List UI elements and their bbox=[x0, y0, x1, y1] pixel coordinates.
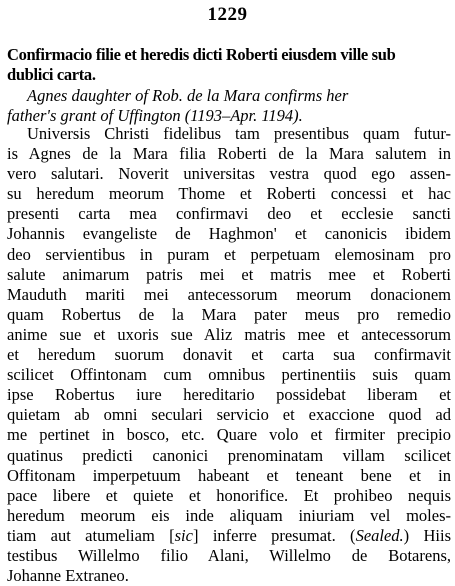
charter-line: pace libere et quiete et honorifice. Et prohibeo nequis bbox=[7, 485, 451, 505]
charter-text-segment: tiam aut atumeliam [ bbox=[7, 525, 175, 545]
charter-line: deo servientibus in puram et perpetuam elemosinam pro bbox=[7, 244, 451, 264]
charter-line: et heredum suorum donavit et carta sua confirmavit bbox=[7, 345, 451, 365]
page-number: 1229 bbox=[207, 4, 248, 25]
heading-line-2: dublici carta. bbox=[7, 65, 96, 84]
charter-line: me pertinet in bosco, etc. Quare volo et firmiter precipio bbox=[7, 425, 451, 445]
charter-text-segment: ) Hiis bbox=[403, 525, 452, 545]
charter-line: testibus Willelmo filio Alani, Willelmo de Botarens, bbox=[7, 545, 451, 565]
charter-text-segment: ] inferre presumat. ( bbox=[192, 525, 356, 545]
charter-heading bbox=[7, 45, 451, 85]
charter-line: Johannis evangeliste de Haghmon' et canonicis ibidem bbox=[7, 224, 451, 244]
heading-line-1: Confirmacio filie et heredis dicti Roberti eiusdem ville sub bbox=[7, 45, 396, 64]
charter-line: heredum meorum eis inde aliquam iniuriam vel moles- bbox=[7, 505, 451, 525]
charter-line: Offitonam imperpetuum habeant et teneant bene et in bbox=[7, 465, 451, 485]
charter-line: vero salutari. Noverit universitas vestra quod ego assen- bbox=[7, 164, 451, 184]
english-summary bbox=[7, 86, 451, 126]
charter-line: quatinus predicti canonici prenominatam villam scilicet bbox=[7, 445, 451, 465]
sealed-annotation: Sealed. bbox=[355, 525, 404, 545]
charter-line: quam Robertus de la Mara pater meus pro remedio bbox=[7, 304, 451, 324]
charter-line: ipse Robertus iure hereditario possidebat liberam et bbox=[7, 385, 451, 405]
charter-line: salute animarum patris mei et matris mee et Roberti bbox=[7, 264, 451, 284]
charter-line: su heredum meorum Thome et Roberti concessi et hac bbox=[7, 184, 451, 204]
charter-line: is Agnes de la Mara filia Roberti de la Mara salutem in bbox=[7, 144, 451, 164]
summary-line-2: father's grant of Uffington (1193–Apr. 1194). bbox=[7, 106, 303, 125]
charter-line: scilicet Offintonam cum omnibus pertinentiis suis quam bbox=[7, 365, 451, 385]
charter-text bbox=[7, 124, 451, 586]
summary-line-1: Agnes daughter of Rob. de la Mara confirms her bbox=[27, 86, 349, 105]
charter-line: presenti carta mea confirmavi deo et ecclesie sancti bbox=[7, 204, 451, 224]
charter-line: Johanne Extraneo. bbox=[7, 566, 129, 586]
charter-line: Mauduth mariti mei antecessorum meorum donacionem bbox=[7, 284, 451, 304]
sic-annotation: sic bbox=[174, 525, 193, 545]
charter-line-mixed bbox=[7, 526, 451, 546]
charter-line: Universis Christi fidelibus tam presentibus quam futur- bbox=[27, 124, 451, 143]
charter-line: quietam ab omni seculari servicio et exaccione quod ad bbox=[7, 405, 451, 425]
charter-line: anime sue et uxoris sue Aliz matris mee et antecessorum bbox=[7, 324, 451, 344]
